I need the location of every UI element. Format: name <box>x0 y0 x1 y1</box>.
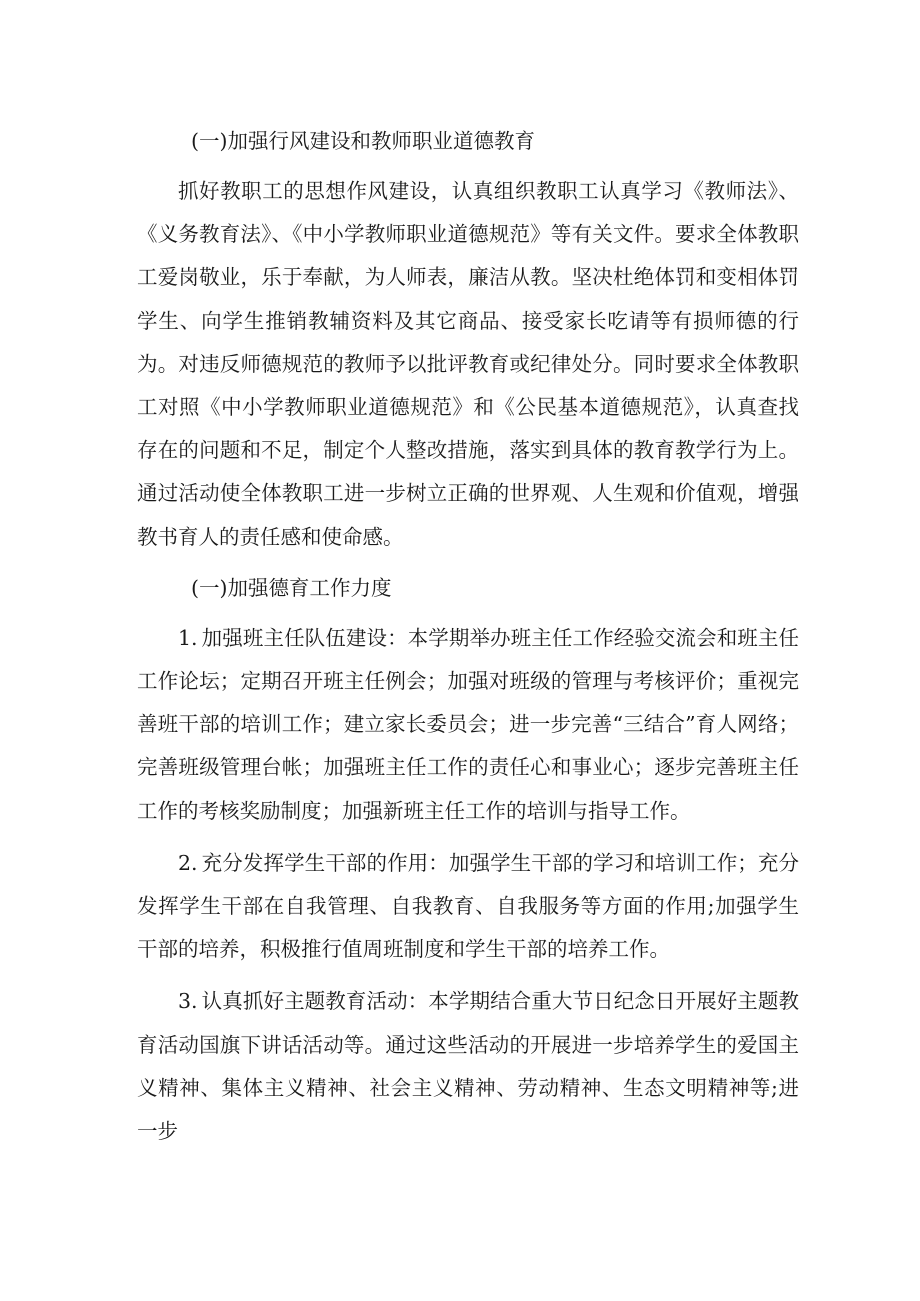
document-body <box>137 121 799 1162</box>
paragraph-teacher-ethics: 抓好教职工的思想作风建设，认真组织教职工认真学习《教师法》、《义务教育法》、《中小学教师职业道德规范》等有关文件。要求全体教职工爱岗敬业，乐于奉献，为人师表，廉洁从教。坚决杜绝体罚和变相体罚学生、向学生推销教辅资料及其它商品、接受家长吃请等有损师德的行为。对违反师德规范的教师予以批评教育或纪律处分。同时要求全体教职工对照《中小学教师职业道德规范》和《公民基本道德规范》，认真查找存在的问题和不足，制定个人整改措施，落实到具体的教育教学行为上。通过活动使全体教职工进一步树立正确的世界观、人生观和价值观，增强教书育人的责任感和使命感。 <box>137 179 799 549</box>
list-item-number: 2. <box>178 850 198 875</box>
list-item-class-teacher-team <box>137 617 799 833</box>
list-item-text: 充分发挥学生干部的作用：加强学生干部的学习和培训工作；充分发挥学生干部在自我管理、自我教育、自我服务等方面的作用;加强学生干部的培养，积极推行值周班制度和学生干部的培养工作。 <box>137 850 799 962</box>
list-item-text: 加强班主任队伍建设：本学期举办班主任工作经验交流会和班主任工作论坛；定期召开班主任例会；加强对班级的管理与考核评价；重视完善班干部的培训工作；建立家长委员会；进一步完善“三结合”育人网络；完善班级管理台帐；加强班主任工作的责任心和事业心；逐步完善班主任工作的考核奖励制度；加强新班主任工作的培训与指导工作。 <box>137 625 799 823</box>
list-item-text: 认真抓好主题教育活动：本学期结合重大节日纪念日开展好主题教育活动国旗下讲话活动等。通过这些活动的开展进一步培养学生的爱国主义精神、集体主义精神、社会主义精神、劳动精神、生态文明精神等;进一步 <box>137 989 799 1144</box>
list-item-student-cadres <box>137 842 799 972</box>
section-heading-moral-education: (一)加强德育工作力度 <box>191 575 392 600</box>
list-item-number: 3. <box>178 989 198 1014</box>
section-heading-teacher-ethics: (一)加强行风建设和教师职业道德教育 <box>191 129 535 153</box>
list-item-number: 1. <box>178 625 198 650</box>
list-item-theme-activities <box>137 980 799 1153</box>
